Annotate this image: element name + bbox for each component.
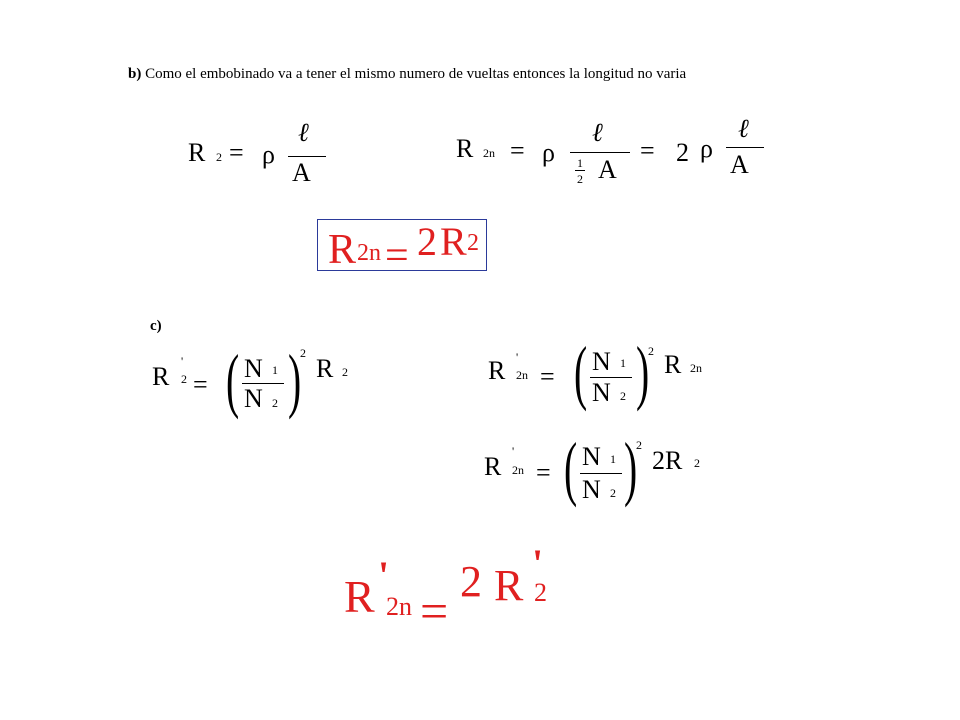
result-c-r2: R (494, 561, 524, 610)
result-c-r: R (344, 571, 375, 622)
eq3-sub: 2 (181, 372, 187, 386)
eq5-sub2: 2 (610, 486, 616, 500)
eq3-equals: = (193, 370, 208, 399)
eq1-equals: = (229, 138, 244, 167)
eq4-sub-right: 2n (690, 361, 702, 375)
eq5-r: R (484, 452, 502, 481)
eq2-numerator-2: ℓ (738, 114, 749, 143)
eq3-r-right: R (316, 354, 334, 383)
result-b-sub2: 2 (467, 230, 479, 256)
eq2-half-den: 2 (577, 172, 583, 186)
eq4-left-paren-icon: ( (574, 332, 588, 412)
eq1-sub: 2 (216, 150, 222, 164)
eq1-fraction-bar (288, 156, 326, 157)
eq2-half-num: 1 (577, 156, 583, 170)
eq2-rho: ρ (542, 138, 555, 167)
eq4-r-right: R (664, 350, 682, 379)
result-b-r2: R (440, 219, 467, 264)
part-b-text: Como el embobinado va a tener el mismo numero de vueltas entonces la longitud no varia (145, 66, 687, 82)
eq4-sub: 2n (516, 368, 528, 382)
eq5-sub-right: 2 (694, 456, 700, 470)
part-b-label: b) (128, 66, 142, 82)
eq5-sub1: 1 (610, 452, 616, 466)
eq3-left-paren-icon: ( (226, 340, 240, 420)
eq2-denominator-2: A (730, 150, 749, 179)
eq5-exponent: 2 (636, 438, 642, 452)
eq3-sub2: 2 (272, 396, 278, 410)
eq2-equals: = (510, 136, 525, 165)
eq3-sub-right: 2 (342, 365, 348, 379)
eq4-exponent: 2 (648, 344, 654, 358)
result-b-equals: = (385, 233, 409, 279)
eq3-sub1: 1 (272, 363, 278, 377)
result-b-sub: 2n (357, 240, 381, 266)
eq1-r: R (188, 138, 206, 167)
eq2-fraction-bar (570, 152, 630, 153)
result-c-sub2: 2 (534, 578, 547, 607)
result-c-coef: 2 (460, 557, 482, 606)
eq3-r: R (152, 362, 170, 391)
eq2-coef: 2 (676, 138, 689, 167)
eq4-r: R (488, 356, 506, 385)
eq5-n2: N (582, 475, 601, 504)
eq1-numerator: ℓ (298, 118, 309, 147)
eq5-right-paren-icon: ) (624, 428, 638, 508)
result-c-prime: ' (378, 553, 390, 598)
eq3-n2: N (244, 384, 263, 413)
eq4-n2: N (592, 378, 611, 407)
eq2-half-bar (575, 170, 585, 171)
eq4-prime: ' (516, 350, 519, 364)
eq5-sub: 2n (512, 463, 524, 477)
eq1-rho: ρ (262, 140, 275, 169)
eq2-numerator: ℓ (592, 118, 603, 147)
eq4-sub2: 2 (620, 389, 626, 403)
eq5-n1: N (582, 442, 601, 471)
part-b-paragraph (128, 64, 768, 85)
eq5-prime: ' (512, 444, 515, 458)
result-b-coef: 2 (417, 219, 437, 264)
eq4-right-paren-icon: ) (636, 332, 650, 412)
part-c-label: c) (150, 318, 162, 334)
result-c-equals: = (420, 583, 449, 639)
eq4-sub1: 1 (620, 356, 626, 370)
result-c-prime2: ' (532, 541, 544, 586)
result-c-sub: 2n (386, 592, 412, 621)
eq3-exponent: 2 (300, 346, 306, 360)
eq5-r-right: 2R (652, 446, 683, 475)
eq2-fraction-bar-2 (726, 147, 764, 148)
eq3-right-paren-icon: ) (288, 340, 302, 420)
eq2-denominator: A (598, 155, 617, 184)
eq5-equals: = (536, 458, 551, 487)
eq2-r: R (456, 134, 474, 163)
eq5-left-paren-icon: ( (564, 428, 578, 508)
eq2-sub: 2n (483, 146, 495, 160)
result-b-r: R (328, 227, 357, 273)
eq5-fraction-bar (580, 473, 622, 474)
eq3-n1: N (244, 354, 263, 383)
eq4-equals: = (540, 362, 555, 391)
eq1-denominator: A (292, 158, 311, 187)
eq3-prime: ' (181, 354, 184, 368)
eq2-equals-2: = (640, 136, 655, 165)
eq2-rho-2: ρ (700, 134, 713, 163)
eq4-n1: N (592, 347, 611, 376)
